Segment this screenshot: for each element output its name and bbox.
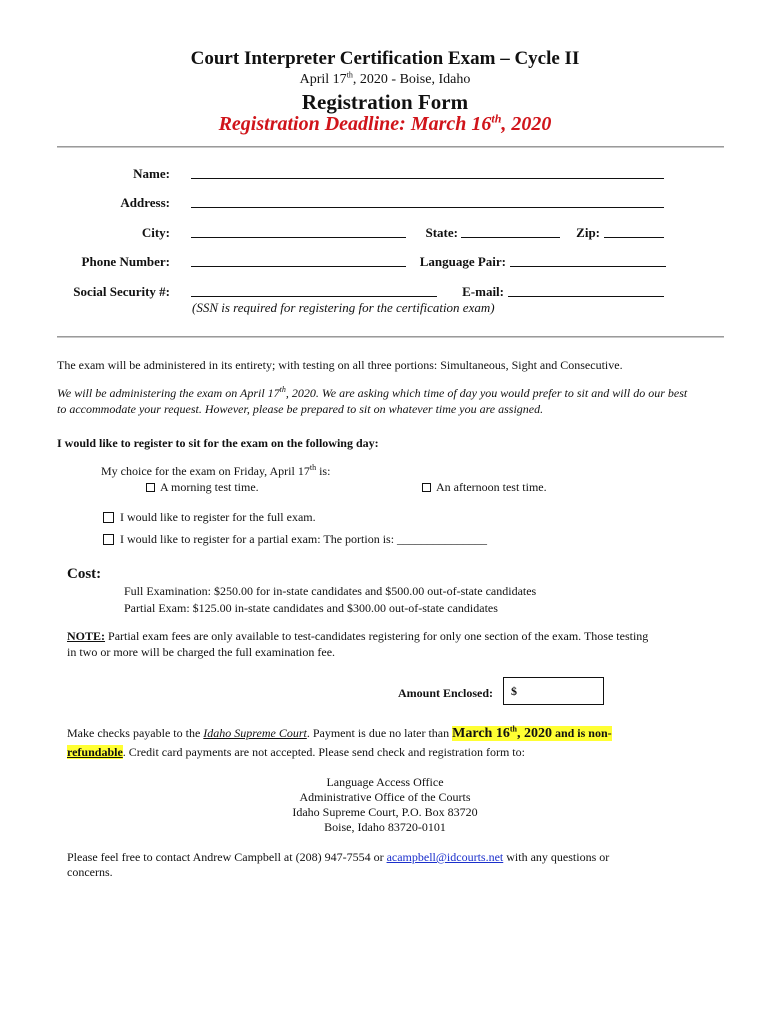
- address-line-1: Language Access Office: [326, 775, 444, 789]
- contact-info: [67, 850, 747, 880]
- payment-text-1: Make checks payable to the: [67, 726, 204, 740]
- morning-checkbox[interactable]: [146, 483, 155, 492]
- due-date-year: , 2020: [516, 726, 552, 741]
- ssn-label: Social Security #:: [73, 284, 170, 299]
- afternoon-option[interactable]: [422, 480, 547, 495]
- payment-instructions: [67, 724, 747, 761]
- exam-date-sup: th: [346, 70, 353, 80]
- morning-option[interactable]: [146, 480, 259, 495]
- admin-note-line2: to accommodate your request. However, please be prepared to sit on whatever time you are assigned.: [57, 402, 544, 416]
- full-exam-checkbox[interactable]: [103, 512, 114, 523]
- cost-partial: Partial Exam: $125.00 in-state candidates and $300.00 out-of-state candidates: [124, 601, 498, 615]
- due-date-text: March 16: [452, 726, 510, 741]
- morning-label: A morning test time.: [160, 480, 259, 494]
- exam-date: [0, 72, 770, 88]
- address-field[interactable]: [191, 193, 664, 208]
- partial-exam-option[interactable]: [103, 532, 487, 547]
- full-exam-label: I would like to register for the full exam.: [120, 510, 316, 524]
- contact-email-link[interactable]: acampbell@idcourts.net: [386, 850, 504, 864]
- contact-text: Please feel free to contact Andrew Campbell at (208) 947-7554 or: [67, 850, 387, 864]
- admin-note-text: We will be administering the exam on April 17: [57, 386, 280, 400]
- state-label: State:: [425, 225, 458, 240]
- deadline-text: Registration Deadline: March 16: [218, 113, 492, 135]
- admin-note-text-2: , 2020. We are asking which time of day you would prefer to sit and will do our best: [285, 386, 688, 400]
- form-title: Registration Form: [301, 90, 469, 114]
- email-label: E-mail:: [462, 284, 504, 299]
- choice-prompt: [101, 464, 330, 479]
- afternoon-checkbox[interactable]: [422, 483, 431, 492]
- refundable-text: refundable: [67, 745, 123, 759]
- zip-field[interactable]: [604, 223, 664, 238]
- choice-prompt-sup: th: [309, 463, 317, 472]
- phone-field[interactable]: [191, 252, 406, 267]
- address-line-4: Boise, Idaho 83720-0101: [324, 820, 446, 834]
- cost-note: [67, 628, 747, 660]
- payee-name: Idaho Supreme Court: [203, 726, 307, 740]
- cost-full: Full Examination: $250.00 for in-state candidates and $500.00 out-of-state candidates: [124, 584, 537, 598]
- contact-text-2: with any questions or: [503, 850, 610, 864]
- choice-prompt-end: is:: [316, 464, 331, 478]
- afternoon-label: An afternoon test time.: [436, 480, 547, 494]
- name-label: Name:: [133, 166, 170, 181]
- note-label: NOTE:: [67, 629, 106, 643]
- mailing-address: [0, 775, 770, 835]
- phone-label: Phone Number:: [81, 254, 170, 269]
- non-refundable-text: and is non-: [551, 726, 612, 740]
- exam-info: The exam will be administered in its entirety; with testing on all three portions: Simultaneous, Sight and Consecutive.: [57, 358, 623, 372]
- choice-prompt-text: My choice for the exam on Friday, April 17: [101, 464, 310, 478]
- city-field[interactable]: [191, 223, 406, 238]
- dollar-sign: $: [511, 684, 517, 698]
- contact-line2: concerns.: [67, 865, 113, 879]
- page-title: Court Interpreter Certification Exam – Cycle II: [190, 48, 580, 69]
- admin-note: [57, 385, 737, 417]
- ssn-field[interactable]: [191, 282, 437, 297]
- email-field[interactable]: [508, 282, 664, 297]
- divider-top: [57, 146, 724, 148]
- city-label: City:: [141, 225, 170, 240]
- address-line-3: Idaho Supreme Court, P.O. Box 83720: [292, 805, 478, 819]
- partial-exam-checkbox[interactable]: [103, 534, 114, 545]
- due-date-sup: th: [509, 724, 517, 734]
- amount-enclosed-label: Amount Enclosed:: [398, 686, 494, 700]
- admin-note-sup: th: [279, 385, 286, 394]
- exam-date-location: , 2020 - Boise, Idaho: [352, 72, 471, 87]
- state-field[interactable]: [461, 223, 560, 238]
- partial-exam-label: I would like to register for a partial exam: The portion is: _______________: [120, 532, 488, 546]
- register-heading: I would like to register to sit for the exam on the following day:: [57, 436, 379, 450]
- address-label: Address:: [120, 195, 170, 210]
- payment-text-3: . Credit card payments are not accepted. Please send check and registration form to:: [122, 745, 525, 759]
- address-line-2: Administrative Office of the Courts: [299, 790, 471, 804]
- note-line2: in two or more will be charged the full examination fee.: [67, 645, 336, 659]
- name-field[interactable]: [191, 164, 664, 179]
- amount-enclosed-field[interactable]: [503, 677, 604, 705]
- full-exam-option[interactable]: [103, 510, 316, 525]
- divider-bottom: [57, 336, 724, 338]
- zip-label: Zip:: [576, 225, 600, 240]
- ssn-note: (SSN is required for registering for the certification exam): [192, 300, 495, 315]
- exam-date-text: April 17: [299, 72, 347, 87]
- cost-heading: Cost:: [67, 566, 102, 582]
- deadline-year: , 2020: [501, 113, 552, 135]
- note-text: Partial exam fees are only available to test-candidates registering for only one section of the exam. Those testing: [105, 629, 649, 643]
- payment-text-2: . Payment is due no later than: [306, 726, 453, 740]
- language-pair-field[interactable]: [510, 252, 666, 267]
- language-pair-label: Language Pair:: [419, 254, 506, 269]
- due-date-highlight: [452, 726, 612, 741]
- registration-deadline: [0, 113, 770, 136]
- deadline-sup: th: [491, 111, 502, 126]
